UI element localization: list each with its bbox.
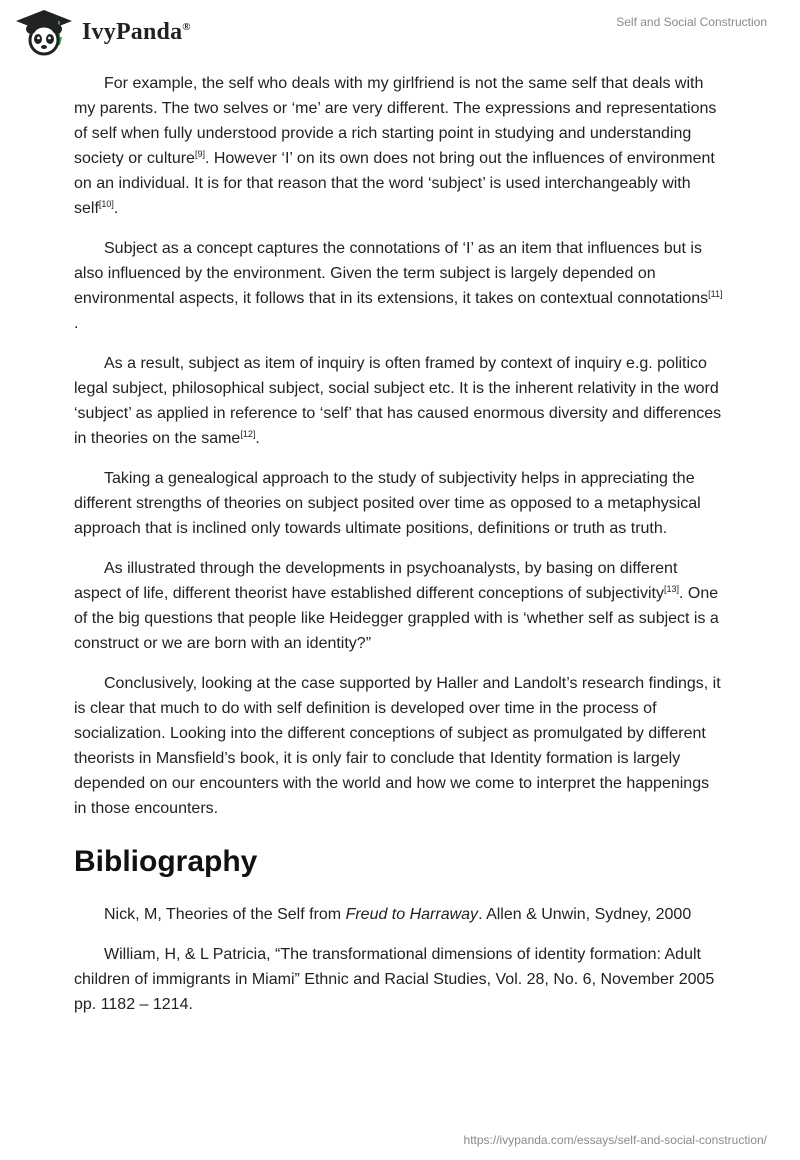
footnote-ref[interactable]: [11]	[708, 289, 723, 299]
paragraph: As a result, subject as item of inquiry is often framed by context of inquiry e.g. politico legal subject, philosophical subject, social subject etc. It is the inherent relativity in the word ‘subject’ as applied in reference to ‘self’ that has caused enormous diversity and differences in theories on the same[12].	[74, 355, 722, 447]
panda-graduation-cap-icon	[14, 8, 76, 56]
brand-logo[interactable]	[14, 8, 191, 56]
source-url[interactable]: https://ivypanda.com/essays/self-and-social-construction/	[463, 1133, 767, 1147]
paragraph: For example, the self who deals with my girlfriend is not the same self that deals with my parents. The two selves or ‘me’ are very different. The expressions and representations of self when fully understood provide a rich starting point in studying and understanding society or culture[9]. However ‘I’ on its own does not bring out the influences of environment on an individual. It is for that reason that the word ‘subject’ is used interchangeably with self[10].	[74, 75, 717, 217]
essay-body	[74, 71, 724, 1032]
bibliography-entry: William, H, & L Patricia, “The transformational dimensions of identity formation: Adult children of immigrants in Miami” Ethnic and Racial Studies, Vol. 28, No. 6, November 2005 pp. 1182 – 1214.	[74, 946, 715, 1013]
brand-name: IvyPanda®	[82, 18, 191, 45]
footnote-ref[interactable]: [9]	[194, 149, 205, 159]
paragraph: As illustrated through the developments in psychoanalysts, by basing on different aspect of life, different theorist have established different conceptions of subjectivity[13]. One of the big questions that people like Heidegger grappled with is ‘whether self as subject is a construct or we are born with an identity?”	[74, 560, 719, 652]
paragraph: Taking a genealogical approach to the study of subjectivity helps in appreciating the different strengths of theories on subject posited over time as opposed to a metaphysical approach that is inclined only towards ultimate positions, definitions or truth as truth.	[74, 470, 701, 537]
bibliography-entry: Nick, M, Theories of the Self from Freud to Harraway. Allen & Unwin, Sydney, 2000	[104, 906, 692, 923]
bibliography-heading: Bibliography	[74, 845, 258, 878]
footnote-ref[interactable]: [13]	[663, 584, 679, 594]
paragraph: Conclusively, looking at the case supported by Haller and Landolt’s research findings, it is clear that much to do with self definition is developed over time in the process of socialization. Looking into the different conceptions of subject as promulgated by different theorists in Mansfield’s book, it is only fair to conclude that Identity formation is largely depended on our encounters with the world and how we come to interpret the happenings in those encounters.	[74, 675, 721, 817]
footnote-ref[interactable]: [10]	[98, 199, 114, 209]
footnote-ref[interactable]: [12]	[240, 429, 256, 439]
running-title: Self and Social Construction	[616, 15, 767, 29]
page-header	[0, 0, 800, 70]
paragraph: Subject as a concept captures the connotations of ‘I’ as an item that influences but is also influenced by the environment. Given the term subject is largely depended on environmental aspects, it follows that in its extensions, it takes on contextual connotations[11] .	[74, 240, 723, 332]
